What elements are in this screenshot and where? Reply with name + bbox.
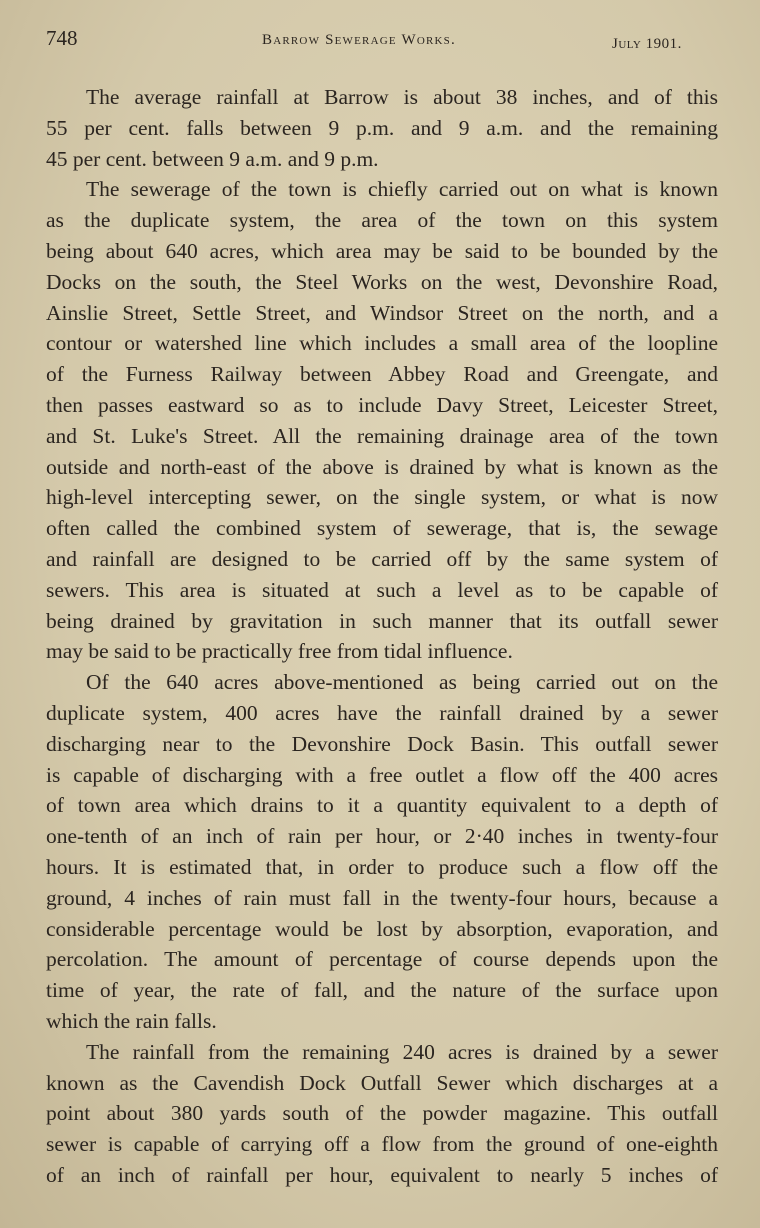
text-line: 45 per cent. between 9 a.m. and 9 p.m. <box>46 146 379 171</box>
text-line: of an inch of rainfall per hour, equivalent to nearly 5 inches of <box>46 1162 718 1187</box>
text-line: Of the 640 acres above-mentioned as being carried out on the <box>86 670 718 695</box>
paragraph <box>46 1037 718 1191</box>
text-line: and rainfall are designed to be carried off by the same system of <box>46 546 718 571</box>
page-body <box>46 82 718 1191</box>
text-line: discharging near to the Devonshire Dock Basin. This outfall sewer <box>46 731 718 756</box>
page-header <box>0 22 760 52</box>
text-line: being about 640 acres, which area may be said to be bounded by the <box>46 238 718 263</box>
text-line: is capable of discharging with a free outlet a flow off the 400 acres <box>46 762 718 787</box>
text-line: one-tenth of an inch of rain per hour, or 2·40 inches in twenty-four <box>46 824 718 849</box>
paragraph <box>46 174 718 667</box>
text-line: often called the combined system of sewerage, that is, the sewage <box>46 516 718 541</box>
text-line: considerable percentage would be lost by absorption, evaporation, and <box>46 916 718 941</box>
text-line: Docks on the south, the Steel Works on the west, Devonshire Road, <box>46 269 718 294</box>
text-line: high-level intercepting sewer, on the single system, or what is now <box>46 485 718 510</box>
text-line: being drained by gravitation in such manner that its outfall sewer <box>46 608 718 633</box>
text-line: hours. It is estimated that, in order to produce such a flow off the <box>46 854 718 879</box>
text-line: contour or watershed line which includes a small area of the loopline <box>46 331 718 356</box>
text-line: The average rainfall at Barrow is about 38 inches, and of this <box>86 85 718 109</box>
paragraph <box>46 667 718 1037</box>
text-line: percolation. The amount of percentage of course depends upon the <box>46 947 718 972</box>
text-line: outside and north-east of the above is drained by what is known as the <box>46 454 718 479</box>
text-line: which the rain falls. <box>46 1008 217 1033</box>
text-line: known as the Cavendish Dock Outfall Sewer which discharges at a <box>46 1070 718 1095</box>
text-line: The sewerage of the town is chiefly carried out on what is known <box>86 177 718 202</box>
header-date: July 1901. <box>612 36 682 52</box>
text-line: and St. Luke's Street. All the remaining drainage area of the town <box>46 423 718 448</box>
paragraph <box>46 82 718 174</box>
text-line: sewer is capable of carrying off a flow from the ground of one-eighth <box>46 1132 718 1157</box>
running-title: Barrow Sewerage Works. <box>262 32 456 48</box>
text-line: as the duplicate system, the area of the town on this system <box>46 208 718 233</box>
text-line: may be said to be practically free from tidal influence. <box>46 639 513 664</box>
page-number: 748 <box>46 26 78 50</box>
text-line: of the Furness Railway between Abbey Road and Greengate, and <box>46 362 718 387</box>
text-line: point about 380 yards south of the powder magazine. This outfall <box>46 1101 718 1126</box>
text-line: Ainslie Street, Settle Street, and Windsor Street on the north, and a <box>46 300 718 325</box>
text-line: sewers. This area is situated at such a level as to be capable of <box>46 577 718 602</box>
text-line: 55 per cent. falls between 9 p.m. and 9 a.m. and the remaining <box>46 115 718 140</box>
text-line: of town area which drains to it a quantity equivalent to a depth of <box>46 793 718 818</box>
text-line: time of year, the rate of fall, and the nature of the surface upon <box>46 978 718 1003</box>
text-line: then passes eastward so as to include Davy Street, Leicester Street, <box>46 392 718 417</box>
text-line: duplicate system, 400 acres have the rainfall drained by a sewer <box>46 700 718 725</box>
text-line: The rainfall from the remaining 240 acres is drained by a sewer <box>86 1039 718 1064</box>
text-line: ground, 4 inches of rain must fall in the twenty-four hours, because a <box>46 885 718 910</box>
